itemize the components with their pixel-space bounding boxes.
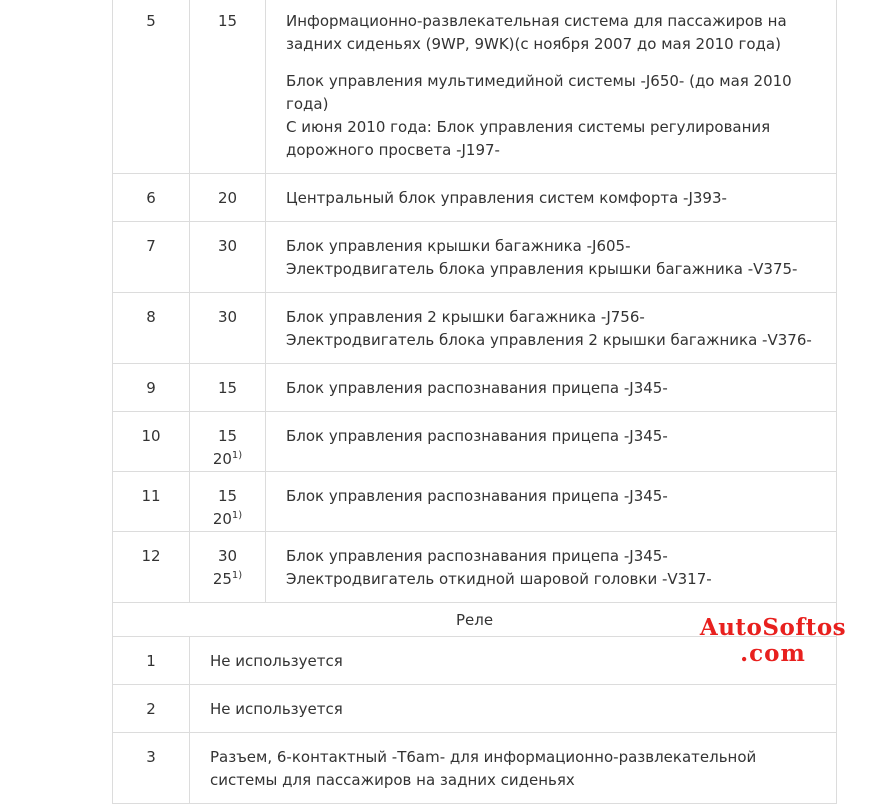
amperage-line <box>190 187 265 210</box>
fuse-description <box>266 174 837 222</box>
amperage-value: 30 <box>217 308 238 326</box>
section-title-relay: Реле <box>113 603 837 637</box>
amperage-value: 15 <box>217 379 238 397</box>
description-line: Электродвигатель откидной шаровой головки -V317- <box>286 570 712 588</box>
fuse-number: 5 <box>113 0 190 174</box>
amperage-value: 20 <box>212 450 232 468</box>
description-line: Электродвигатель блока управления 2 крышки багажника -V376- <box>286 331 812 349</box>
description-line: задних сиденьях (9WP, 9WK)(с ноября 2007 до мая 2010 года) <box>286 35 781 53</box>
fuse-description <box>266 472 837 532</box>
footnote-mark: 1) <box>231 570 243 581</box>
amperage-value: 20 <box>217 189 238 207</box>
relay-description <box>190 733 837 804</box>
amperage-line <box>190 485 265 508</box>
fuse-amperage <box>190 472 266 532</box>
fuse-row <box>113 293 837 364</box>
fuse-description <box>266 364 837 412</box>
amperage-line <box>190 377 265 400</box>
fuse-row <box>113 364 837 412</box>
amperage-value: 30 <box>217 547 238 565</box>
description-line: Не используется <box>210 700 343 718</box>
description-line: дорожного просвета -J197- <box>286 141 500 159</box>
fuse-number: 8 <box>113 293 190 364</box>
amperage-line <box>190 568 265 591</box>
fuse-table-body <box>113 0 837 804</box>
fuse-description <box>266 222 837 293</box>
description-line: Блок управления крышки багажника -J605- <box>286 237 631 255</box>
description-line: года) <box>286 95 329 113</box>
relay-description <box>190 685 837 733</box>
fuse-amperage <box>190 412 266 472</box>
relay-number: 2 <box>113 685 190 733</box>
amperage-value: 25 <box>212 570 232 588</box>
fuse-amperage <box>190 364 266 412</box>
fuse-amperage <box>190 0 266 174</box>
description-line: Блок управления распознавания прицепа -J345- <box>286 379 668 397</box>
amperage-line <box>190 10 265 33</box>
description-line: Блок управления мультимедийной системы -J650- (до мая 2010 <box>286 72 792 90</box>
description-line: Блок управления распознавания прицепа -J345- <box>286 427 668 445</box>
fuse-description <box>266 412 837 472</box>
fuse-row <box>113 412 837 472</box>
footnote-mark: 1) <box>231 450 243 461</box>
watermark-line1: AutoSoftos <box>699 614 847 641</box>
fuse-amperage <box>190 532 266 603</box>
fuse-number: 9 <box>113 364 190 412</box>
fuse-row <box>113 0 837 174</box>
fuse-description <box>266 532 837 603</box>
relay-number: 1 <box>113 637 190 685</box>
description-line: Информационно-развлекательная система для пассажиров на <box>286 12 787 30</box>
fuse-amperage <box>190 174 266 222</box>
amperage-line <box>190 448 265 471</box>
amperage-value: 15 <box>217 427 238 445</box>
amperage-line <box>190 425 265 448</box>
amperage-value: 15 <box>217 12 238 30</box>
fuse-amperage <box>190 222 266 293</box>
amperage-line <box>190 235 265 258</box>
fuse-row <box>113 472 837 532</box>
amperage-line <box>190 508 265 531</box>
amperage-value: 30 <box>217 237 238 255</box>
relay-row <box>113 685 837 733</box>
fuse-number: 10 <box>113 412 190 472</box>
paragraph-gap <box>286 56 826 70</box>
relay-row <box>113 637 837 685</box>
fuse-row <box>113 222 837 293</box>
description-line: Блок управления распознавания прицепа -J345- <box>286 487 668 505</box>
watermark-line2: .com <box>740 640 806 667</box>
amperage-value: 20 <box>212 510 232 528</box>
fuse-number: 7 <box>113 222 190 293</box>
fuse-table <box>112 0 837 804</box>
amperage-line <box>190 306 265 329</box>
fuse-row <box>113 174 837 222</box>
fuse-description <box>266 293 837 364</box>
relay-row <box>113 733 837 804</box>
amperage-value: 15 <box>217 487 238 505</box>
relay-description <box>190 637 837 685</box>
section-header-row <box>113 603 837 637</box>
description-line: системы для пассажиров на задних сиденьях <box>210 771 575 789</box>
fuse-number: 12 <box>113 532 190 603</box>
description-line: С июня 2010 года: Блок управления системы регулирования <box>286 118 771 136</box>
amperage-line <box>190 545 265 568</box>
description-line: Центральный блок управления систем комфорта -J393- <box>286 189 727 207</box>
fuse-row <box>113 532 837 603</box>
description-line: Электродвигатель блока управления крышки багажника -V375- <box>286 260 798 278</box>
description-line: Блок управления 2 крышки багажника -J756- <box>286 308 645 326</box>
footnote-mark: 1) <box>231 510 243 521</box>
fuse-number: 11 <box>113 472 190 532</box>
fuse-description <box>266 0 837 174</box>
fuse-amperage <box>190 293 266 364</box>
relay-number: 3 <box>113 733 190 804</box>
description-line: Не используется <box>210 652 343 670</box>
fuse-number: 6 <box>113 174 190 222</box>
description-line: Блок управления распознавания прицепа -J345- <box>286 547 668 565</box>
description-line: Разъем, 6-контактный -T6am- для информационно-развлекательной <box>210 748 757 766</box>
